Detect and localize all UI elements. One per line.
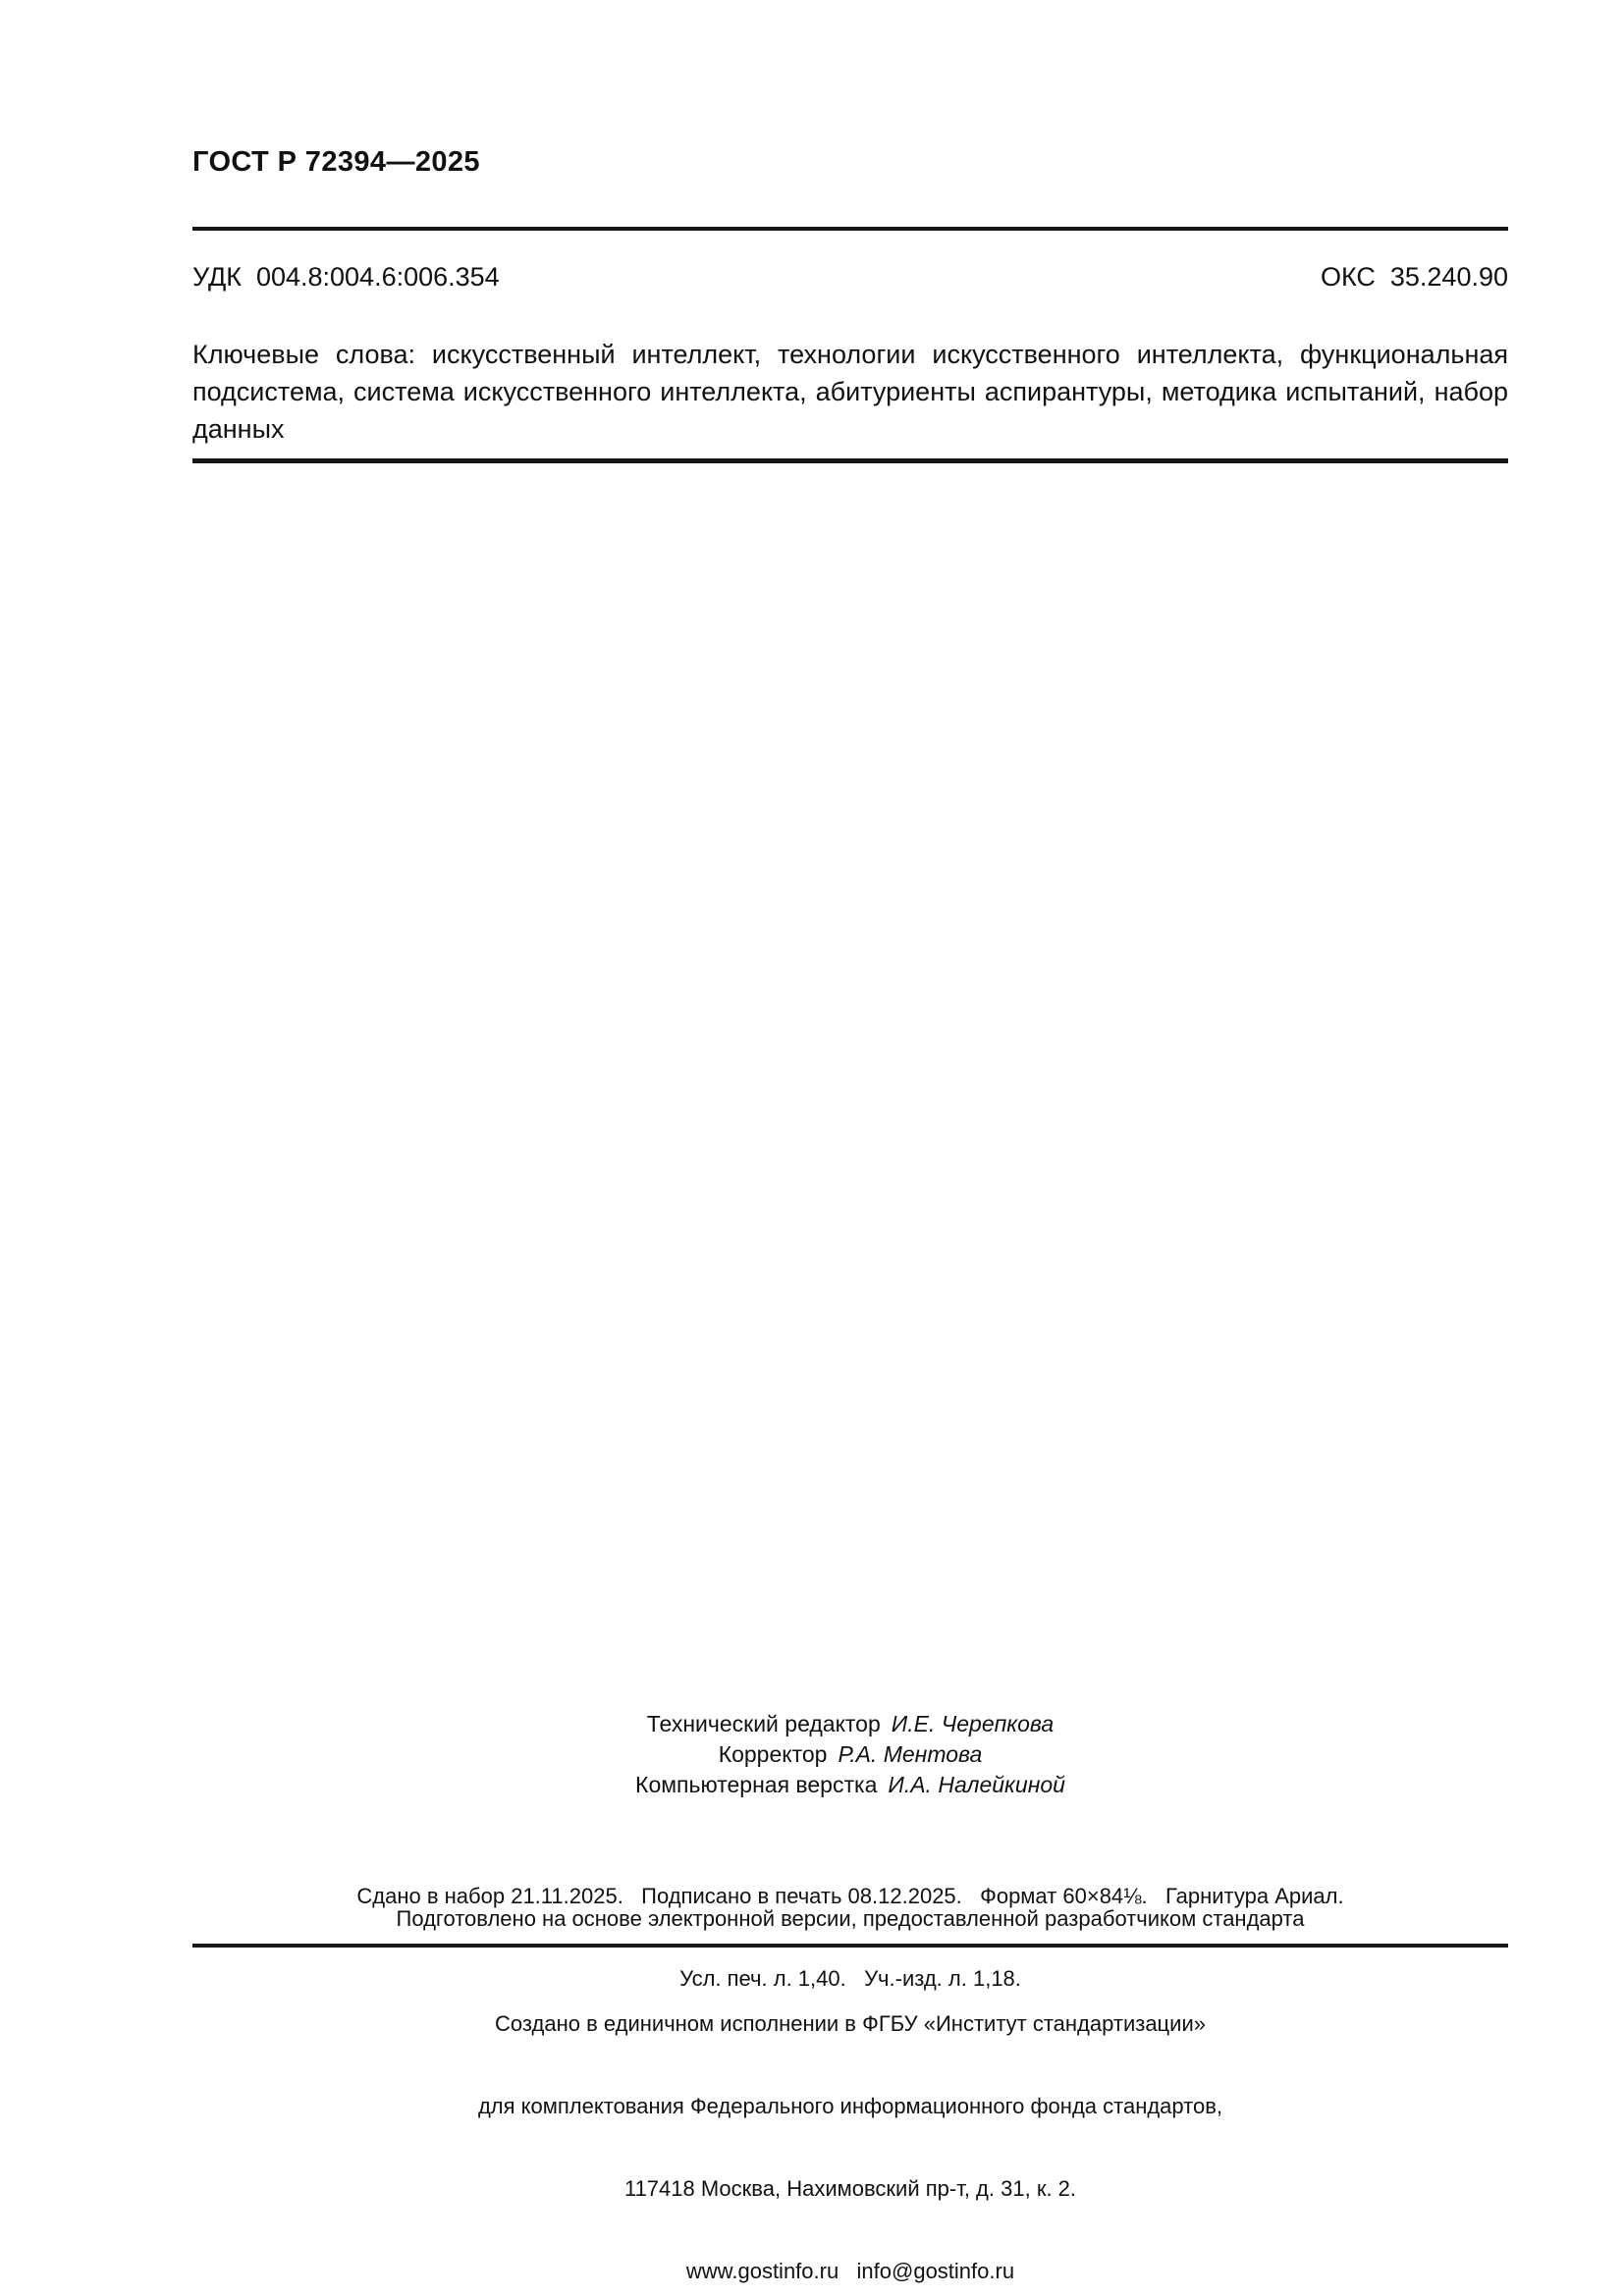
staff-row-technical-editor [192, 1709, 1508, 1739]
staff-role: Технический редактор [646, 1711, 881, 1736]
keywords-paragraph: Ключевые слова: искусственный интеллект, технологии искусственного интеллекта, функциональная подсистема, система искусственного интеллекта, абитуриенты аспирантуры, методика испытаний, набор данных [192, 340, 1508, 444]
staff-row-layout [192, 1770, 1508, 1800]
publisher-line-4: www.gostinfo.ru info@gostinfo.ru [685, 2259, 1015, 2283]
footer-divider-rule [192, 1944, 1508, 1948]
oks-label: ОКС 35.240.90 [1320, 262, 1508, 292]
staff-row-corrector [192, 1739, 1508, 1770]
imprint-line-1: Сдано в набор 21.11.2025. Подписано в печать 08.12.2025. Формат 60×84⅛. Гарнитура Ариал. [356, 1884, 1344, 1908]
staff-role: Корректор [718, 1741, 828, 1767]
publisher-line-1: Создано в единичном исполнении в ФГБУ «Институт стандартизации» [495, 2011, 1206, 2036]
keywords-divider-rule [192, 458, 1508, 463]
staff-role: Компьютерная верстка [635, 1772, 878, 1797]
staff-name: Р.А. Ментова [838, 1741, 983, 1767]
doc-code-header: ГОСТ Р 72394—2025 [192, 146, 480, 178]
publisher-line-3: 117418 Москва, Нахимовский пр-т, д. 31, к. 2. [623, 2176, 1077, 2201]
staff-name: И.Е. Черепкова [891, 1711, 1055, 1736]
header-divider-rule [192, 227, 1508, 231]
classification-row [192, 262, 1508, 293]
imprint-line-2: Усл. печ. л. 1,40. Уч.-изд. л. 1,18. [679, 1966, 1021, 1991]
publisher-block [192, 1955, 1508, 2296]
udk-label: УДК 004.8:004.6:006.354 [192, 262, 500, 292]
prepared-note: Подготовлено на основе электронной версии, предоставленной разработчиком стандарта [396, 1906, 1305, 1931]
staff-name: И.А. Налейкиной [888, 1772, 1065, 1797]
staff-credits-block [192, 1709, 1508, 1800]
publisher-line-2: для комплектования Федерального информационного фонда стандартов, [477, 2094, 1223, 2118]
